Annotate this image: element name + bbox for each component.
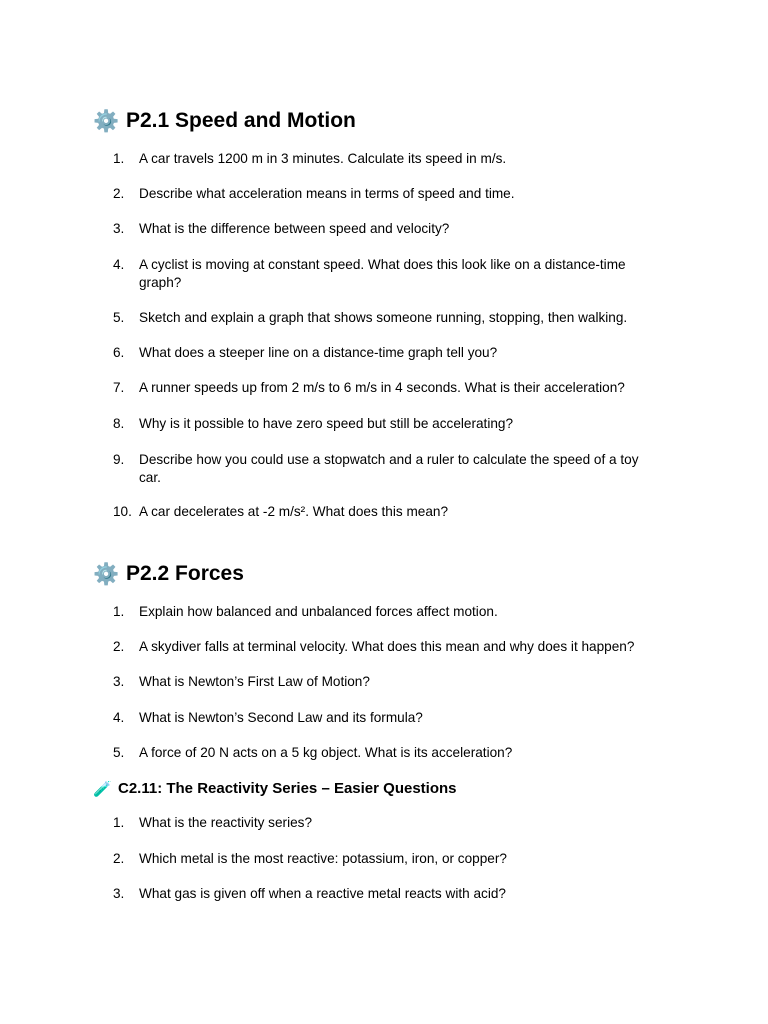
question-text: Which metal is the most reactive: potassium, iron, or copper? (139, 851, 507, 866)
list-item (113, 673, 663, 691)
section-title: C2.11: The Reactivity Series – Easier Questions (118, 780, 457, 797)
list-item (113, 638, 663, 656)
list-number: 5. (113, 745, 125, 760)
test-tube-icon: 🧪 (93, 780, 112, 798)
list-number: 1. (113, 815, 125, 830)
question-text: What is the reactivity series? (139, 815, 313, 830)
section-title: P2.2 Forces (126, 562, 244, 585)
question-text: A car travels 1200 m in 3 minutes. Calculate its speed in m/s. (139, 151, 507, 166)
list-item (113, 451, 663, 486)
list-number: 7. (113, 380, 125, 395)
list-number: 9. (113, 452, 125, 467)
list-item (113, 603, 663, 621)
list-item (113, 885, 663, 903)
question-text: What is the difference between speed and velocity? (139, 221, 450, 236)
list-number: 10. (113, 504, 132, 519)
list-item (113, 415, 663, 433)
list-number: 8. (113, 416, 125, 431)
list-number: 3. (113, 674, 125, 689)
section-heading-c2-11 (93, 779, 457, 799)
question-text: A car decelerates at -2 m/s². What does this mean? (139, 504, 449, 519)
list-number: 6. (113, 345, 125, 360)
question-text: What gas is given off when a reactive metal reacts with acid? (139, 886, 506, 901)
list-item (113, 850, 663, 868)
section-title: P2.1 Speed and Motion (126, 109, 356, 132)
question-text: A skydiver falls at terminal velocity. What does this mean and why does it happen? (139, 639, 635, 654)
list-number: 2. (113, 639, 125, 654)
question-text: What is Newton’s Second Law and its formula? (139, 710, 423, 725)
list-number: 1. (113, 151, 125, 166)
list-number: 5. (113, 310, 125, 325)
list-item (113, 814, 663, 832)
section-heading-p2-1 (93, 108, 356, 134)
list-number: 2. (113, 186, 125, 201)
list-item (113, 379, 663, 397)
list-item (113, 309, 663, 327)
question-text: Describe what acceleration means in terms of speed and time. (139, 186, 515, 201)
list-number: 4. (113, 710, 125, 725)
list-item (113, 503, 663, 521)
list-number: 2. (113, 851, 125, 866)
question-text: Describe how you could use a stopwatch and a ruler to calculate the speed of a toy car. (139, 452, 639, 485)
list-number: 4. (113, 257, 125, 272)
list-number: 1. (113, 604, 125, 619)
list-item (113, 709, 663, 727)
list-item (113, 185, 663, 203)
question-text: Why is it possible to have zero speed but still be accelerating? (139, 416, 514, 431)
list-item (113, 220, 663, 238)
list-item (113, 344, 663, 362)
question-text: A runner speeds up from 2 m/s to 6 m/s in 4 seconds. What is their acceleration? (139, 380, 625, 395)
question-text: Sketch and explain a graph that shows someone running, stopping, then walking. (139, 310, 628, 325)
list-item (113, 744, 663, 762)
question-text: What is Newton’s First Law of Motion? (139, 674, 370, 689)
question-text: Explain how balanced and unbalanced forces affect motion. (139, 604, 498, 619)
section-heading-p2-2 (93, 561, 244, 587)
list-item (113, 256, 663, 291)
gear-icon: ⚙️ (93, 562, 120, 586)
question-text: A cyclist is moving at constant speed. What does this look like on a distance-time graph? (139, 257, 626, 290)
list-number: 3. (113, 886, 125, 901)
question-text: What does a steeper line on a distance-time graph tell you? (139, 345, 498, 360)
list-number: 3. (113, 221, 125, 236)
question-text: A force of 20 N acts on a 5 kg object. What is its acceleration? (139, 745, 513, 760)
gear-icon: ⚙️ (93, 109, 120, 133)
list-item (113, 150, 663, 168)
